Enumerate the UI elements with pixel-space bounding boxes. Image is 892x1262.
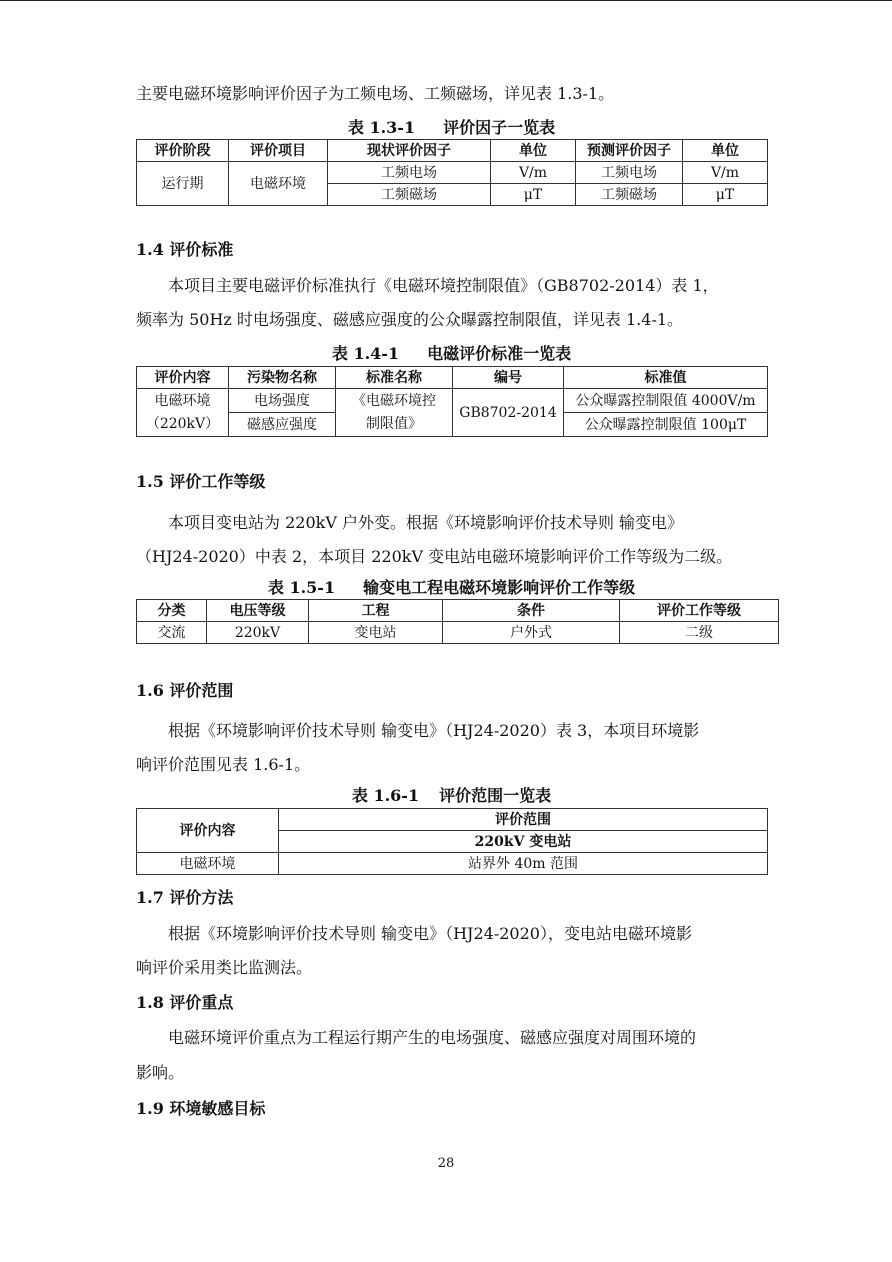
section-heading-1-4: 1.4 评价标准 [136,240,234,259]
table-cell: 电磁环境 [137,853,279,875]
table-header-row [137,140,768,162]
section-heading-1-8: 1.8 评价重点 [136,993,234,1012]
top-border-line [0,0,892,1]
header-cell: 预测评价因子 [576,140,683,162]
table-1-3-1 [136,139,768,206]
section-1-7-line-1: 根据《环境影响评价技术导则 输变电》（HJ24-2020），变电站电磁环境影 [168,924,692,943]
table-row [137,389,768,413]
content-line-2: （220kV） [145,415,220,432]
table-cell: 电场强度 [229,389,336,413]
table-cell: 公众曝露控制限值 100μT [564,413,768,437]
section-1-5-line-1: 本项目变电站为 220kV 户外变。根据《环境影响评价技术导则 输变电》 [168,513,684,532]
standard-name-line-2: 制限值》 [366,415,422,432]
table-1-4-1 [136,366,768,437]
table-1-3-1-caption [136,117,767,139]
intro-paragraph: 主要电磁环境影响评价因子为工频电场、工频磁场，详见表 1.3-1。 [136,84,615,103]
table-title: 电磁评价标准一览表 [427,344,572,363]
header-cell: 污染物名称 [229,367,336,389]
section-1-6-line-1: 根据《环境影响评价技术导则 输变电》（HJ24-2020）表 3，本项目环境影 [168,721,700,740]
section-1-8-line-1: 电磁环境评价重点为工程运行期产生的电场强度、磁感应强度对周围环境的 [168,1028,697,1047]
table-cell: 工频电场 [576,162,683,184]
section-1-6-line-2: 响评价范围见表 1.6-1。 [136,755,311,774]
section-1-7-line-2: 响评价采用类比监测法。 [136,958,313,977]
table-cell: V/m [683,162,768,184]
header-cell: 分类 [137,600,207,622]
content-cell [137,389,229,437]
table-number: 表 1.5-1 [267,578,336,597]
table-number: 表 1.3-1 [347,118,416,137]
table-cell: 变电站 [309,622,443,644]
table-1-5-1-caption [136,577,767,599]
table-row [137,162,768,184]
section-heading-1-6: 1.6 评价范围 [136,681,234,700]
table-number: 表 1.6-1 [351,786,420,805]
table-title: 评价范围一览表 [439,786,552,805]
table-cell: 二级 [620,622,779,644]
table-title: 输变电工程电磁环境影响评价工作等级 [363,578,636,597]
page-number: 28 [437,1156,455,1171]
section-1-4-line-2: 频率为 50Hz 时电场强度、磁感应强度的公众曝露控制限值，详见表 1.4-1。 [136,310,684,329]
header-cell: 评价内容 [137,367,229,389]
item-cell: 电磁环境 [229,162,328,206]
standard-name-line-1: 《电磁环境控 [352,392,436,409]
header-cell: 评价内容 [137,809,279,853]
header-cell: 评价范围 [279,809,768,831]
table-1-4-1-caption [136,343,767,365]
header-cell: 单位 [491,140,576,162]
header-cell: 评价阶段 [137,140,229,162]
table-cell: μT [683,184,768,206]
table-cell: V/m [491,162,576,184]
header-cell: 单位 [683,140,768,162]
table-header-row [137,600,779,622]
table-row [137,853,768,875]
standard-name-cell [336,389,453,437]
section-1-8-line-2: 影响。 [136,1063,185,1082]
section-heading-1-9: 1.9 环境敏感目标 [136,1099,266,1118]
table-cell: 磁感应强度 [229,413,336,437]
table-1-6-1 [136,808,768,875]
table-cell: 工频磁场 [576,184,683,206]
header-cell: 评价项目 [229,140,328,162]
section-1-4-line-1: 本项目主要电磁评价标准执行《电磁环境控制限值》（GB8702-2014）表 1， [168,276,719,295]
header-cell: 标准值 [564,367,768,389]
table-cell: 工频电场 [328,162,491,184]
code-cell: GB8702-2014 [453,389,564,437]
header-cell: 标准名称 [336,367,453,389]
content-line-1: 电磁环境 [154,392,211,409]
table-number: 表 1.4-1 [331,344,400,363]
table-cell: 站界外 40m 范围 [279,853,768,875]
table-cell: 220kV [207,622,309,644]
header-cell: 电压等级 [207,600,309,622]
section-heading-1-5: 1.5 评价工作等级 [136,472,266,491]
table-header-row [137,809,768,831]
section-heading-1-7: 1.7 评价方法 [136,888,234,907]
header-cell: 编号 [453,367,564,389]
table-cell: 交流 [137,622,207,644]
header-cell: 现状评价因子 [328,140,491,162]
table-header-row [137,367,768,389]
table-row [137,622,779,644]
header-cell: 条件 [443,600,620,622]
table-1-5-1 [136,599,779,644]
table-title: 评价因子一览表 [443,118,556,137]
stage-cell: 运行期 [137,162,229,206]
header-subcell: 220kV 变电站 [279,831,768,853]
table-1-6-1-caption [136,785,767,807]
table-cell: 工频磁场 [328,184,491,206]
table-cell: 户外式 [443,622,620,644]
table-cell: 公众曝露控制限值 4000V/m [564,389,768,413]
header-cell: 工程 [309,600,443,622]
table-cell: μT [491,184,576,206]
header-cell: 评价工作等级 [620,600,779,622]
section-1-5-line-2: （HJ24-2020）中表 2，本项目 220kV 变电站电磁环境影响评价工作等级为二级。 [136,547,733,566]
